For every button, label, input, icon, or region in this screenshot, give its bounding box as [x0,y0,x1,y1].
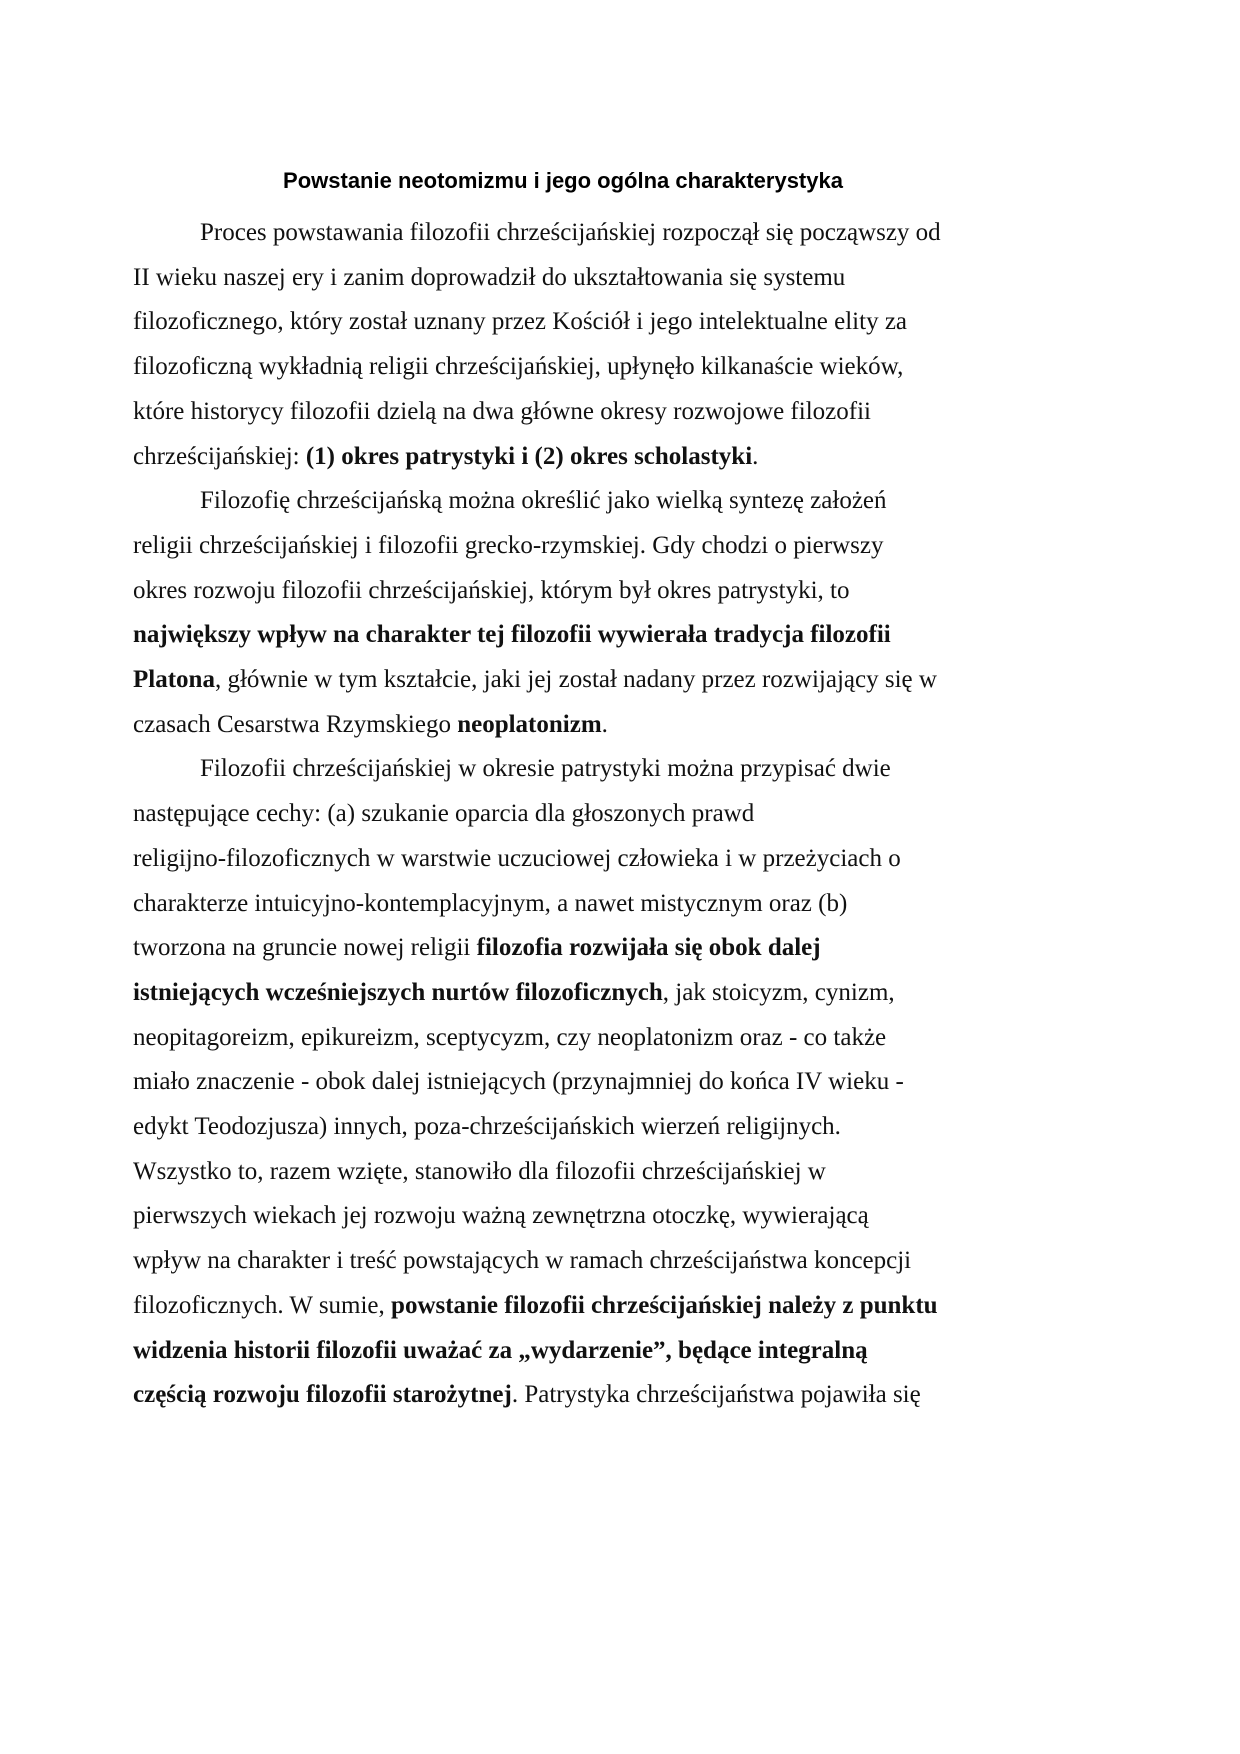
text-segment: wpływ na charakter i treść powstających w ramach chrześcijaństwa koncepcji [133,1247,912,1275]
document-title: Powstanie neotomizmu i jego ogólna charakterystyka [283,168,843,193]
text-line [133,263,845,293]
text-line [133,1067,904,1097]
text-segment: okres rozwoju filozofii chrześcijańskiej, którym był okres patrystyki, to [133,576,850,604]
text-segment: neopitagoreizm, epikureizm, sceptycyzm, czy neoplatonizm oraz - co także [133,1023,887,1051]
text-line [133,307,907,337]
text-segment: czasach Cesarstwa Rzymskiego [133,710,458,738]
text-segment: Proces powstawania filozofii chrześcijańskiej rozpoczął się począwszy od [200,219,941,246]
text-segment: II wieku naszej ery i zanim doprowadził do ukształtowania się systemu [133,263,846,291]
text-segment: Wszystko to, razem wzięte, stanowiło dla filozofii chrześcijańskiej w [133,1157,826,1185]
text-segment: religijno-filozoficznych w warstwie uczuciowej człowieka i w przeżyciach o [133,844,901,872]
text-line [133,576,850,606]
text-segment: . [752,442,759,470]
text-line [133,1157,826,1187]
text-segment: miało znaczenie - obok dalej istniejących (przynajmniej do końca IV wieku - [133,1068,904,1096]
text-segment: edykt Teodozjusza) innych, poza-chrześcijańskich wierzeń religijnych. [133,1113,841,1140]
text-segment: chrześcijańskiej: [133,442,306,470]
text-line [133,978,895,1008]
text-line [133,1246,911,1276]
bold-text-segment: widzenia historii filozofii uważać za „wydarzenie”, będące integralną [133,1336,868,1364]
text-segment: religii chrześcijańskiej i filozofii grecko-rzymskiej. Gdy chodzi o pierwszy [133,531,884,559]
text-line [133,1380,921,1410]
text-segment: charakterze intuicyjno-kontemplacyjnym, a nawet mistycznym oraz (b) [133,889,848,917]
text-segment: filozoficzną wykładnią religii chrześcijańskiej, upłynęło kilkanaście wieków, [133,353,904,381]
text-segment: filozoficznych. W sumie, [133,1291,392,1319]
bold-text-segment: filozofia rozwijała się obok dalej [476,934,821,962]
text-segment: filozoficznego, który został uznany przez Kościół i jego intelektualne elity za [133,308,908,336]
text-line [133,442,758,472]
text-line [133,1201,869,1231]
text-line [133,665,937,695]
text-segment: Filozofii chrześcijańskiej w okresie patrystyki można przypisać dwie [200,755,891,783]
text-line [133,352,903,382]
text-line [133,1112,841,1142]
text-segment: Filozofię chrześcijańską można określić jako wielką syntezę założeń [200,487,887,515]
text-line [133,620,891,650]
text-segment: , jak stoicyzm, cynizm, [662,978,895,1006]
text-line [133,397,871,427]
bold-text-segment: największy wpływ na charakter tej filozofii wywierała tradycja filozofii [133,621,891,649]
bold-text-segment: (1) okres patrystyki i (2) okres scholastyki [305,442,753,470]
text-line [133,1023,886,1053]
text-line [133,1336,868,1366]
bold-text-segment: częścią rozwoju filozofii starożytnej [133,1381,512,1409]
text-line [133,1291,938,1321]
text-line [133,710,608,740]
bold-text-segment: neoplatonizm [457,710,602,738]
text-line [200,754,891,784]
text-segment: tworzona na gruncie nowej religii [133,934,477,962]
text-line [133,844,901,874]
text-line [200,486,887,516]
text-line [133,889,847,919]
text-line [133,531,883,561]
text-line [133,799,754,829]
text-segment: . Patrystyka chrześcijaństwa pojawiła się [511,1381,921,1409]
text-segment: , głównie w tym kształcie, jaki jej został nadany przez rozwijający się w [214,666,937,693]
text-line [200,218,941,248]
text-segment: następujące cechy: (a) szukanie oparcia dla głoszonych prawd [133,800,755,828]
text-segment: . [601,710,608,738]
bold-text-segment: Platona [133,666,215,693]
text-line [133,933,821,963]
text-segment: które historycy filozofii dzielą na dwa główne okresy rozwojowe filozofii [133,397,871,425]
text-segment: pierwszych wiekach jej rozwoju ważną zewnętrzna otoczkę, wywierającą [133,1202,869,1230]
bold-text-segment: powstanie filozofii chrześcijańskiej należy z punktu [391,1291,938,1319]
bold-text-segment: istniejących wcześniejszych nurtów filozoficznych [133,978,663,1006]
